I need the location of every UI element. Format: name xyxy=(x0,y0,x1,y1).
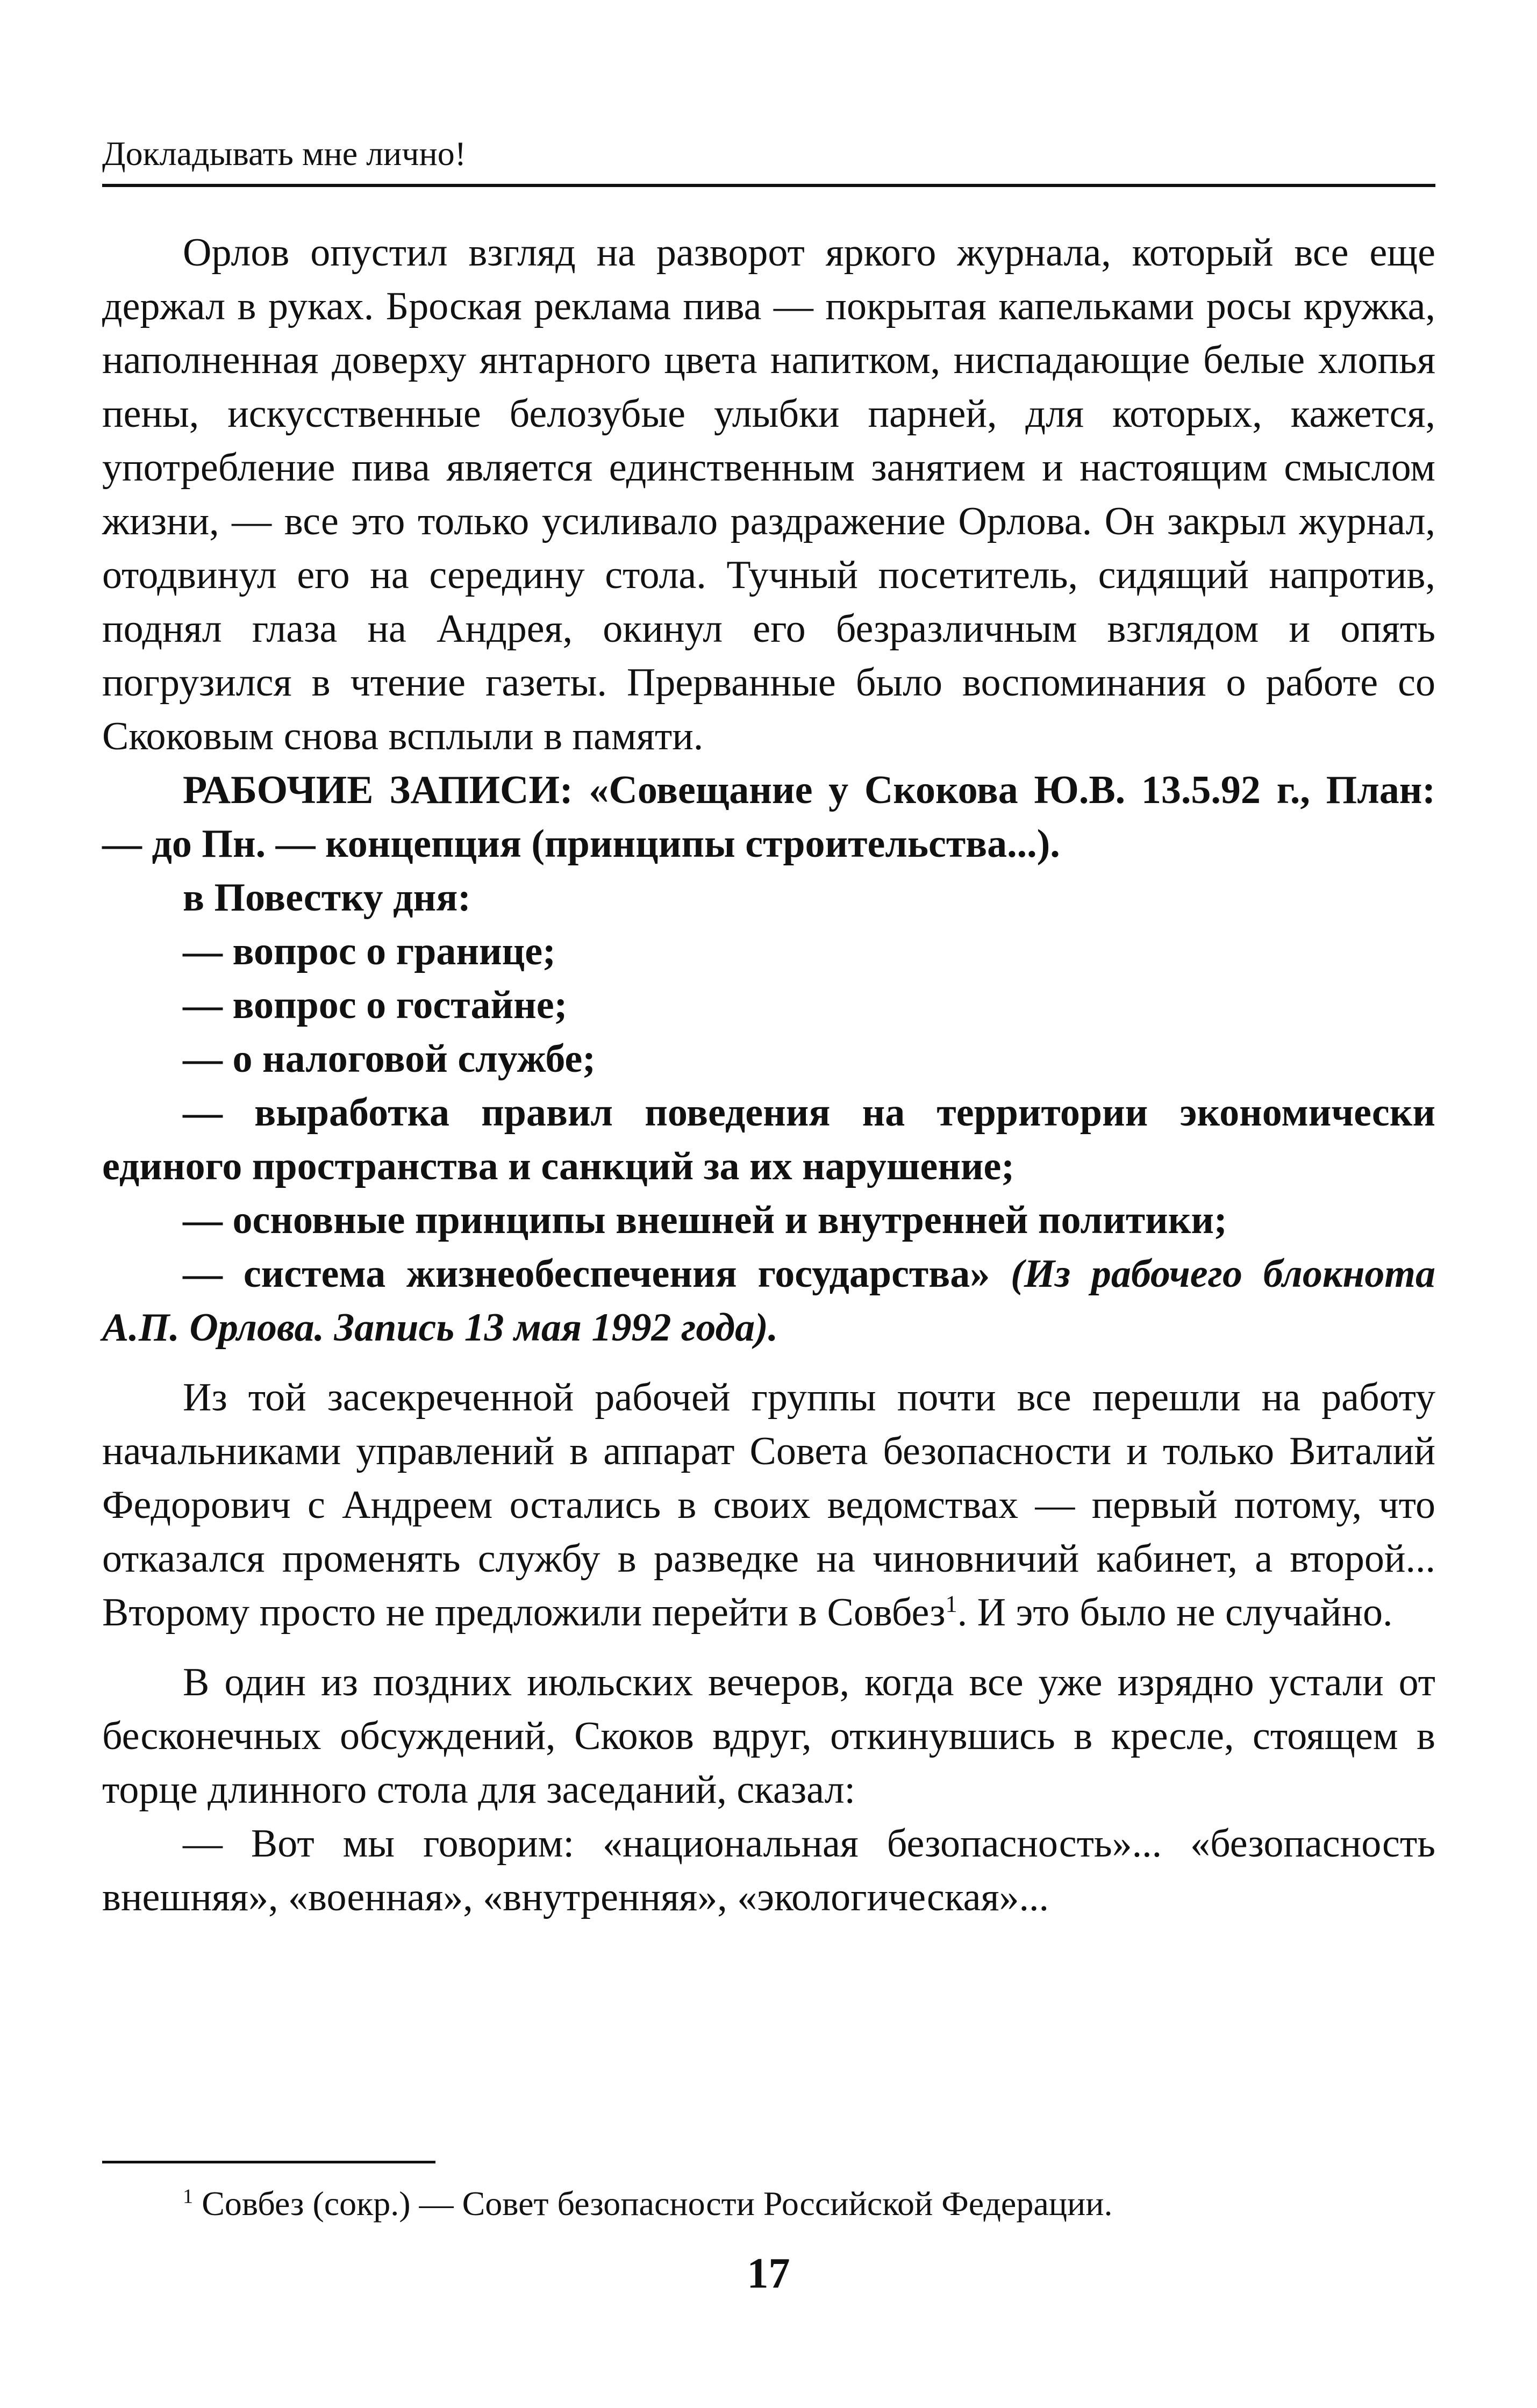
footnote-mark: 1 xyxy=(183,2185,194,2208)
notes-agenda-label: в Повестку дня: xyxy=(183,876,471,920)
notes-item-last xyxy=(102,1247,1435,1354)
header-rule xyxy=(102,184,1435,187)
notes-item: — выработка правил поведения на территории экономически единого пространства и санкций за их нарушение; xyxy=(102,1091,1435,1188)
footnote xyxy=(183,2180,1435,2228)
notes-item-text: — система жизнеобеспечения государства» xyxy=(183,1252,990,1296)
paragraph-4: — Вот мы говорим: «национальная безопасность»... «безопасность внешняя», «военная», «внутренняя», «экологическая»... xyxy=(102,1822,1435,1919)
paragraph-2 xyxy=(102,1371,1435,1639)
running-header: Докладывать мне лично! xyxy=(102,134,467,173)
work-notes xyxy=(102,763,1435,1354)
paragraph-2-text: Из той засекреченной рабочей группы почти все перешли на работу начальниками управлений в аппарат Совета безопасности и только Виталий Федорович с Андреем остались в своих ведомствах — первый потому, что отказался променять службу в разведке на чиновничий кабинет, а второй... Второму просто не предложили перейти в Совбез xyxy=(102,1375,1435,1635)
notes-item: — вопрос о гостайне; xyxy=(183,983,568,1027)
notes-item: — основные принципы внешней и внутренней политики; xyxy=(183,1198,1227,1242)
footnote-reference: 1 xyxy=(945,1590,957,1617)
notes-item: — о налоговой службе; xyxy=(183,1037,596,1081)
notes-source: (Из рабочего блокнота А.П. Орлова. Запись 13 мая 1992 года). xyxy=(102,1252,1435,1350)
footnote-text: Совбез (сокр.) — Совет безопасности Российской Федерации. xyxy=(193,2184,1113,2223)
footnote-rule xyxy=(102,2161,435,2163)
notes-item: — вопрос о границе; xyxy=(183,929,556,973)
paragraph-1: Орлов опустил взгляд на разворот яркого журнала, который все еще держал в руках. Броская реклама пива — покрытая капельками росы кружка, наполненная доверху янтарного цвета напитком, ниспадающие белые хлопья пены, искусственные белозубые улыбки парней, для которых, кажется, употребление пива является единственным занятием и настоящим смыслом жизни, — все это только усиливало раздражение Орлова. Он закрыл журнал, отодвинул его на середину стола. Тучный посетитель, сидящий напротив, поднял глаза на Андрея, окинул его безразличным взглядом и опять погрузился в чтение газеты. Прерванные было воспоминания о работе со Скоковым снова всплыли в памяти. xyxy=(102,231,1435,758)
page-number: 17 xyxy=(747,2250,790,2297)
paragraph-2-tail: . И это было не случайно. xyxy=(957,1590,1393,1635)
page-body xyxy=(102,226,1435,1924)
paragraph-3: В один из поздних июльских вечеров, когда все уже изрядно устали от бесконечных обсуждений, Скоков вдруг, откинувшись в кресле, стоящем в торце длинного стола для заседаний, сказал: xyxy=(102,1660,1435,1812)
notes-heading: РАБОЧИЕ ЗАПИСИ: «Совещание у Скокова Ю.В. 13.5.92 г., План: — до Пн. — концепция (принципы строительства...). xyxy=(102,768,1435,866)
